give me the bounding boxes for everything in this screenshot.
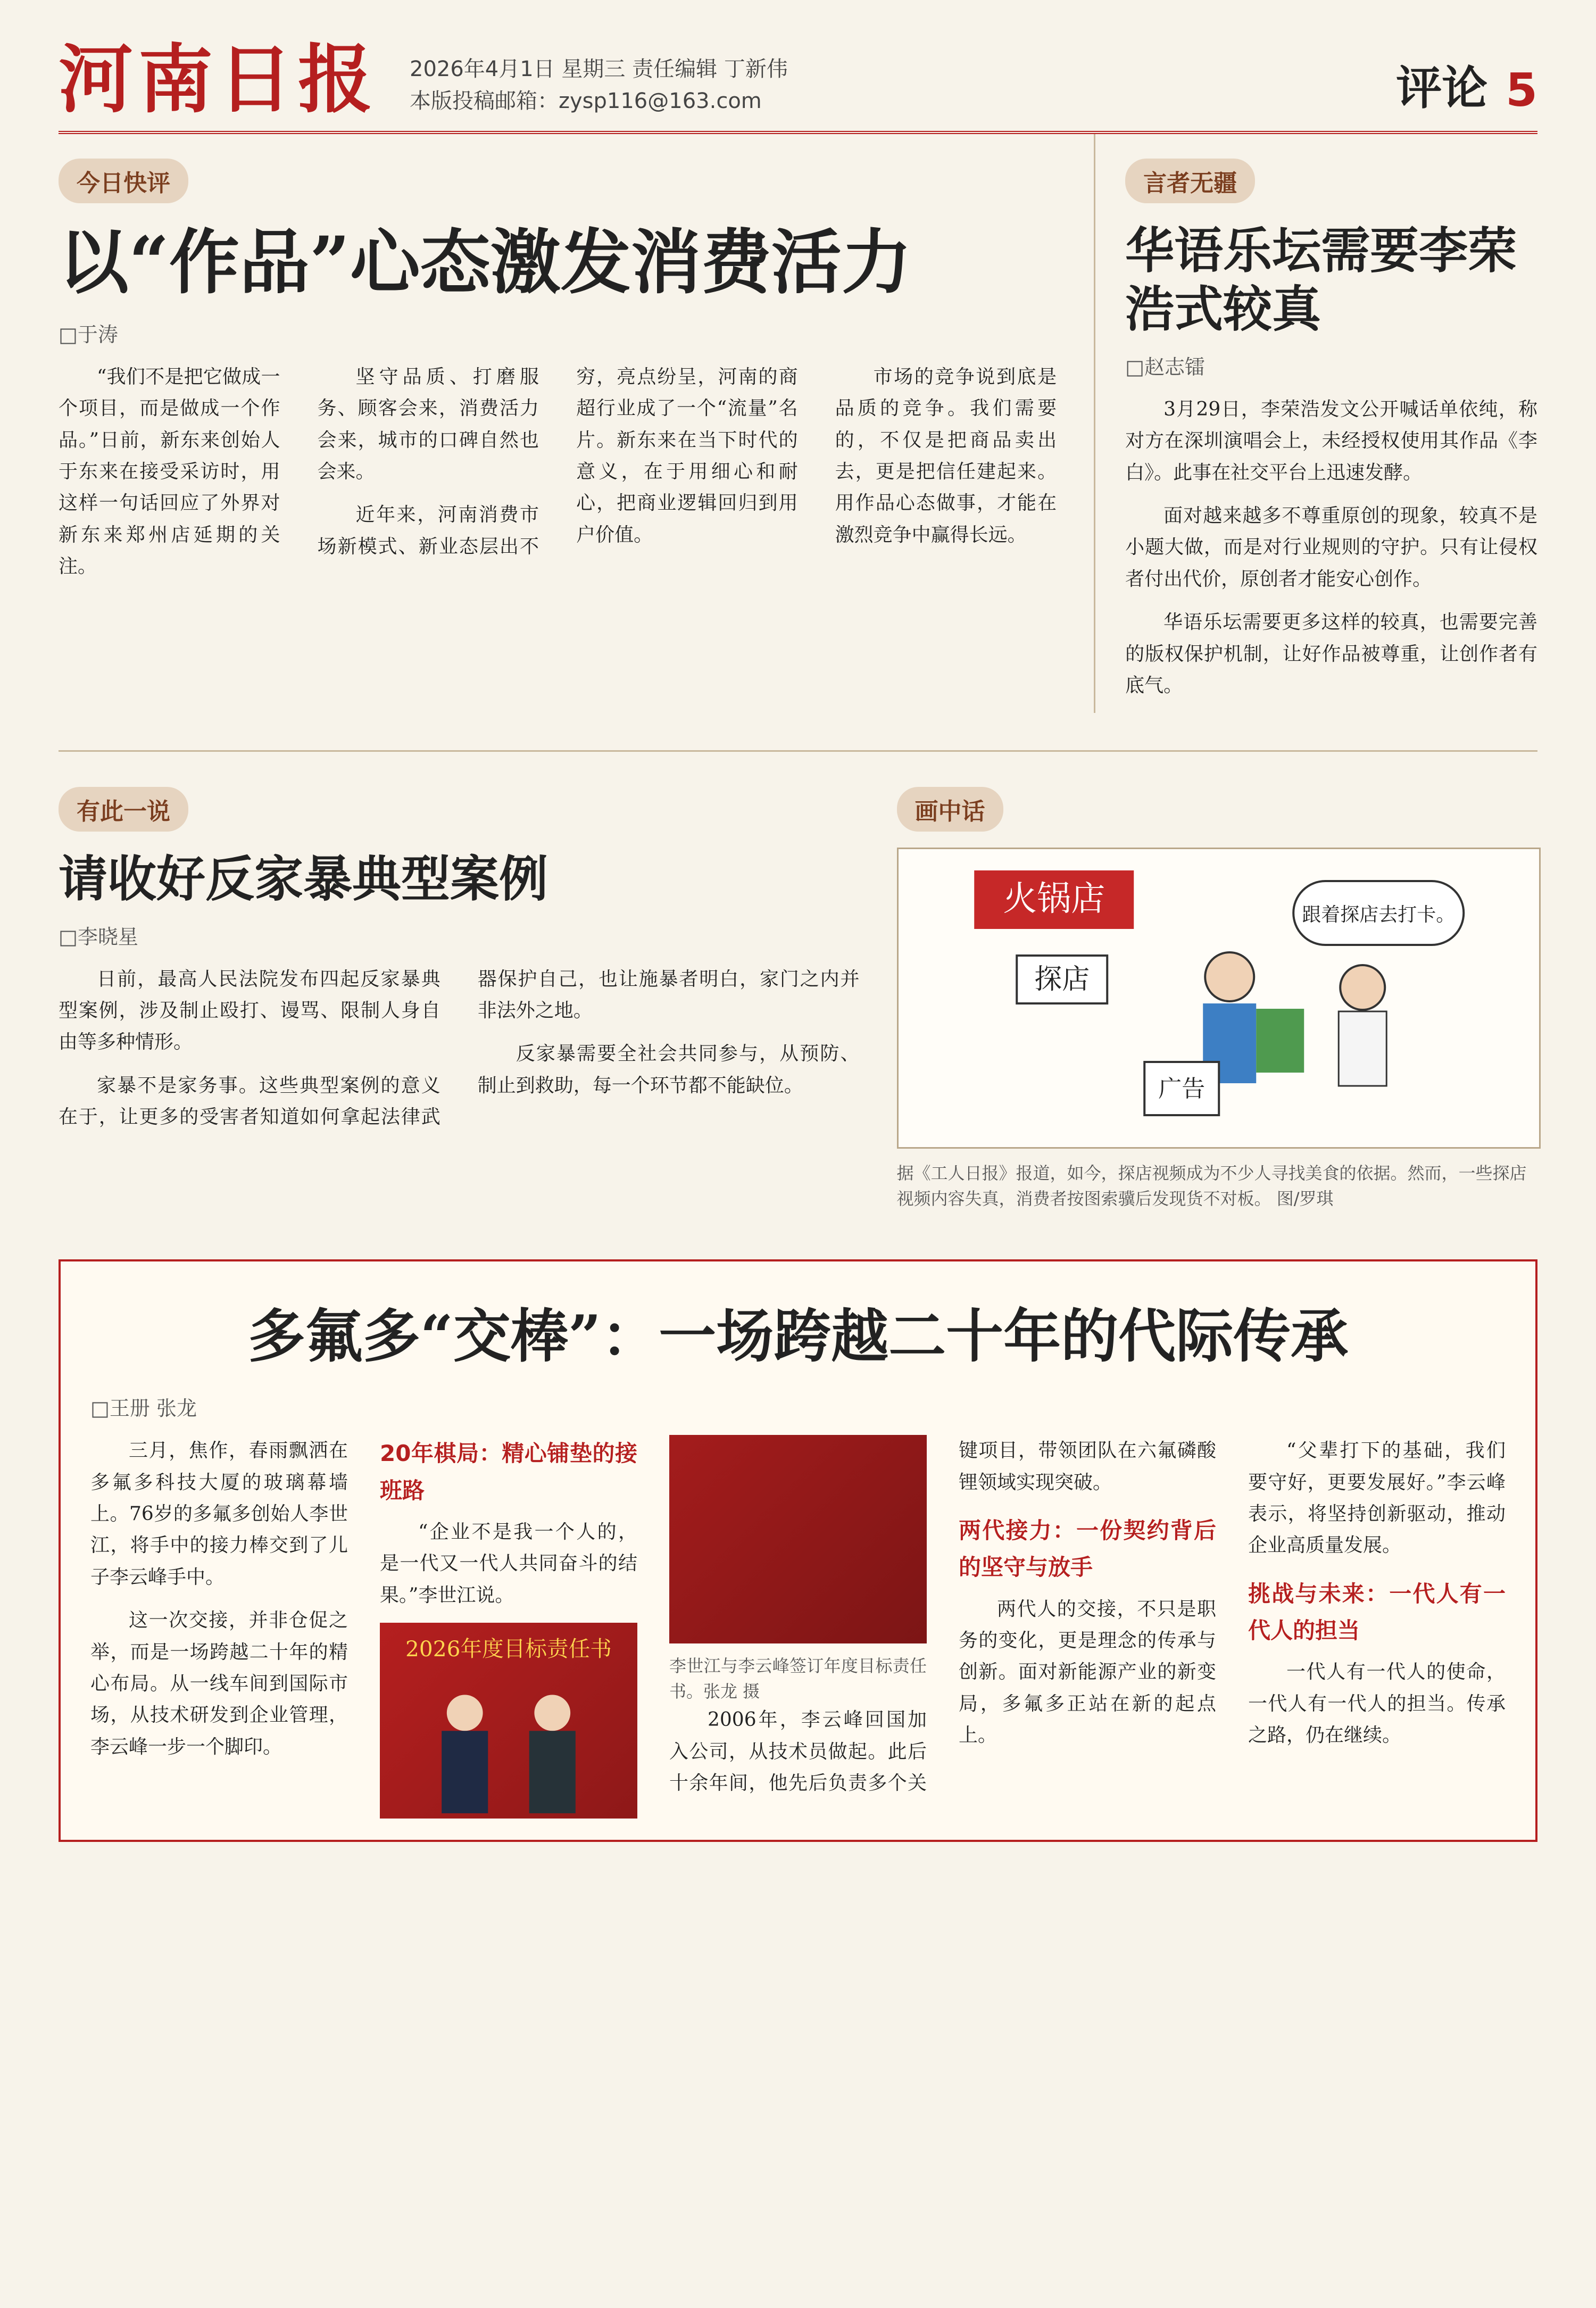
feature-body	[90, 1435, 1506, 1819]
comment-paragraph: 反家暴需要全社会共同参与，从预防、制止到救助，每一个环节都不能缺位。	[477, 1043, 860, 1097]
newspaper-logo: 河南日报	[59, 36, 378, 123]
lead-article	[59, 134, 1057, 713]
speech-bubble-text: 跟着探店去打卡。	[1301, 904, 1455, 926]
masthead	[59, 36, 1537, 134]
comment-headline: 请收好反家暴典型案例	[59, 850, 548, 908]
cartoon-kicker: 画中话	[897, 787, 1003, 832]
follower-head-icon	[1340, 965, 1385, 1010]
cartoon-section	[897, 762, 1537, 1211]
walker-head-icon	[1205, 952, 1254, 1001]
feature-paragraph: 2006年，李云峰回国加入公司，从技术员做起。此后十余年间，他先后负责多个关键项目，带领团队在六氟磷酸锂领域实现突破。	[669, 1440, 1216, 1795]
feature-paragraph: “父辈打下的基础，我们要守好，更要发展好。”李云峰表示，将坚持创新驱动，推动企业高质量发展。	[1248, 1440, 1506, 1557]
side-body	[1125, 394, 1537, 713]
lead-byline: □于涛	[59, 322, 118, 346]
photo-banner-text: 2026年度目标责任书	[405, 1635, 612, 1662]
backpack-icon	[1256, 1009, 1304, 1073]
feature-paragraph: 三月，焦作，春雨飘洒在多氟多科技大厦的玻璃幕墙上。76岁的多氟多创始人李世江，将手中的接力棒交到了儿子李云峰手中。	[90, 1440, 348, 1588]
side-paragraph: 3月29日，李荣浩发文公开喊话单依纯，称对方在深圳演唱会上，未经授权使用其作品《李白》。此事在社交平台上迅速发酵。	[1125, 398, 1537, 484]
lead-paragraph: 坚守品质、打磨服务、顾客会来，消费活力会来，城市的口碑自然也会来。	[317, 366, 539, 483]
feature-paragraph: 一代人有一代人的使命，一代人有一代人的担当。传承之路，仍在继续。	[1248, 1661, 1506, 1747]
lead-paragraph: “我们不是把它做成一个项目，而是做成一个作品。”日前，新东来创始人于东来在接受采访时，用这样一句话回应了外界对新东来郑州店延期的关注。	[59, 366, 280, 578]
feature-subhead: 20年棋局：精心铺垫的接班路	[380, 1440, 637, 1504]
tour-sign-text: 探店	[1034, 964, 1090, 996]
side-paragraph: 面对越来越多不尊重原创的现象，较真不是小题大做，而是对行业规则的守护。只有让侵权者付出代价，原创者才能安心创作。	[1125, 504, 1537, 590]
person-left-head-icon	[447, 1695, 483, 1731]
comment-kicker: 有此一说	[59, 787, 188, 832]
cartoon-caption: 据《工人日报》报道，如今，探店视频成为不少人寻找美食的依据。然而，一些探店视频内容失真，消费者按图索骥后发现货不对板。 图/罗琪	[896, 1163, 1527, 1209]
side-headline: 华语乐坛需要李荣浩式较真	[1125, 222, 1517, 338]
feature-headline: 多氟多“交棒”：一场跨越二十年的代际传承	[247, 1303, 1349, 1371]
feature-paragraph: “企业不是我一个人的，是一代又一代人共同奋斗的结果。”李世江说。	[380, 1521, 637, 1606]
lead-paragraph: 市场的竞争说到底是品质的竞争。我们需要的，不仅是把商品卖出去，更是把信任建起来。用作品心态做事，才能在激烈竞争中赢得长远。	[835, 366, 1057, 546]
comment-article	[59, 762, 860, 1211]
follower-body-icon	[1339, 1011, 1386, 1086]
feature-paragraph: 两代人的交接，不只是职务的变化，更是理念的传承与创新。面对新能源产业的新变局，多氟多正站在新的起点上。	[959, 1598, 1216, 1747]
comment-paragraph: 家暴不是家务事。这些典型案例的意义在于，让更多的受害者知道如何拿起法律武器保护自己，也让施暴者明白，家门之内并非法外之地。	[59, 968, 860, 1128]
feature-subhead: 挑战与未来：一代人有一代人的担当	[1248, 1580, 1506, 1644]
section-title: 评论	[1396, 61, 1488, 115]
lead-body	[59, 361, 1057, 583]
feature-paragraph: 这一次交接，并非仓促之举，而是一场跨越二十年的精心布局。从一线车间到国际市场，从技术研发到企业管理，李云峰一步一个脚印。	[90, 1609, 348, 1758]
side-paragraph: 华语乐坛需要更多这样的较真，也需要完善的版权保护机制，让好作品被尊重，让创作者有底气。	[1125, 611, 1537, 696]
page-number: 5	[1506, 64, 1537, 117]
lead-paragraph: 近年来，河南消费市场新模式、新业态层出不穷，亮点纷呈，河南的商超行业成了一个“流量”名片。新东来在当下时代的意义，在于用细心和耐心，把商业逻辑回归到用户价值。	[317, 366, 798, 558]
lead-headline: 以“作品”心态激发消费活力	[59, 221, 912, 304]
feature-subhead: 两代接力：一份契约背后的坚守与放手	[959, 1517, 1216, 1581]
email-line: 本版投稿邮箱：zysp116@163.com	[410, 89, 762, 113]
photo-caption: 李世江与李云峰签订年度目标责任书。张龙 摄	[669, 1656, 927, 1702]
feature-article	[59, 1259, 1537, 1842]
ad-sign-text: 广告	[1158, 1075, 1205, 1103]
lead-kicker: 今日快评	[59, 159, 188, 203]
person-right-head-icon	[534, 1695, 570, 1731]
person-left-body-icon	[442, 1731, 488, 1813]
date-line: 2026年4月1日 星期三 责任编辑 丁新伟	[410, 57, 788, 81]
photo-illustration	[380, 1623, 637, 1819]
person-right-body-icon	[529, 1731, 576, 1813]
hotpot-sign-text: 火锅店	[1002, 879, 1105, 919]
comment-body	[59, 964, 860, 1133]
side-kicker: 言者无疆	[1125, 159, 1255, 203]
cartoon-illustration	[897, 848, 1541, 1149]
comment-byline: □李晓星	[59, 925, 138, 949]
side-byline: □赵志镭	[1125, 355, 1206, 379]
comment-paragraph: 日前，最高人民法院发布四起反家暴典型案例，涉及制止殴打、谩骂、限制人身自由等多种情形。	[59, 968, 440, 1053]
feature-byline: □王册 张龙	[90, 1397, 197, 1421]
side-article	[1094, 134, 1537, 713]
